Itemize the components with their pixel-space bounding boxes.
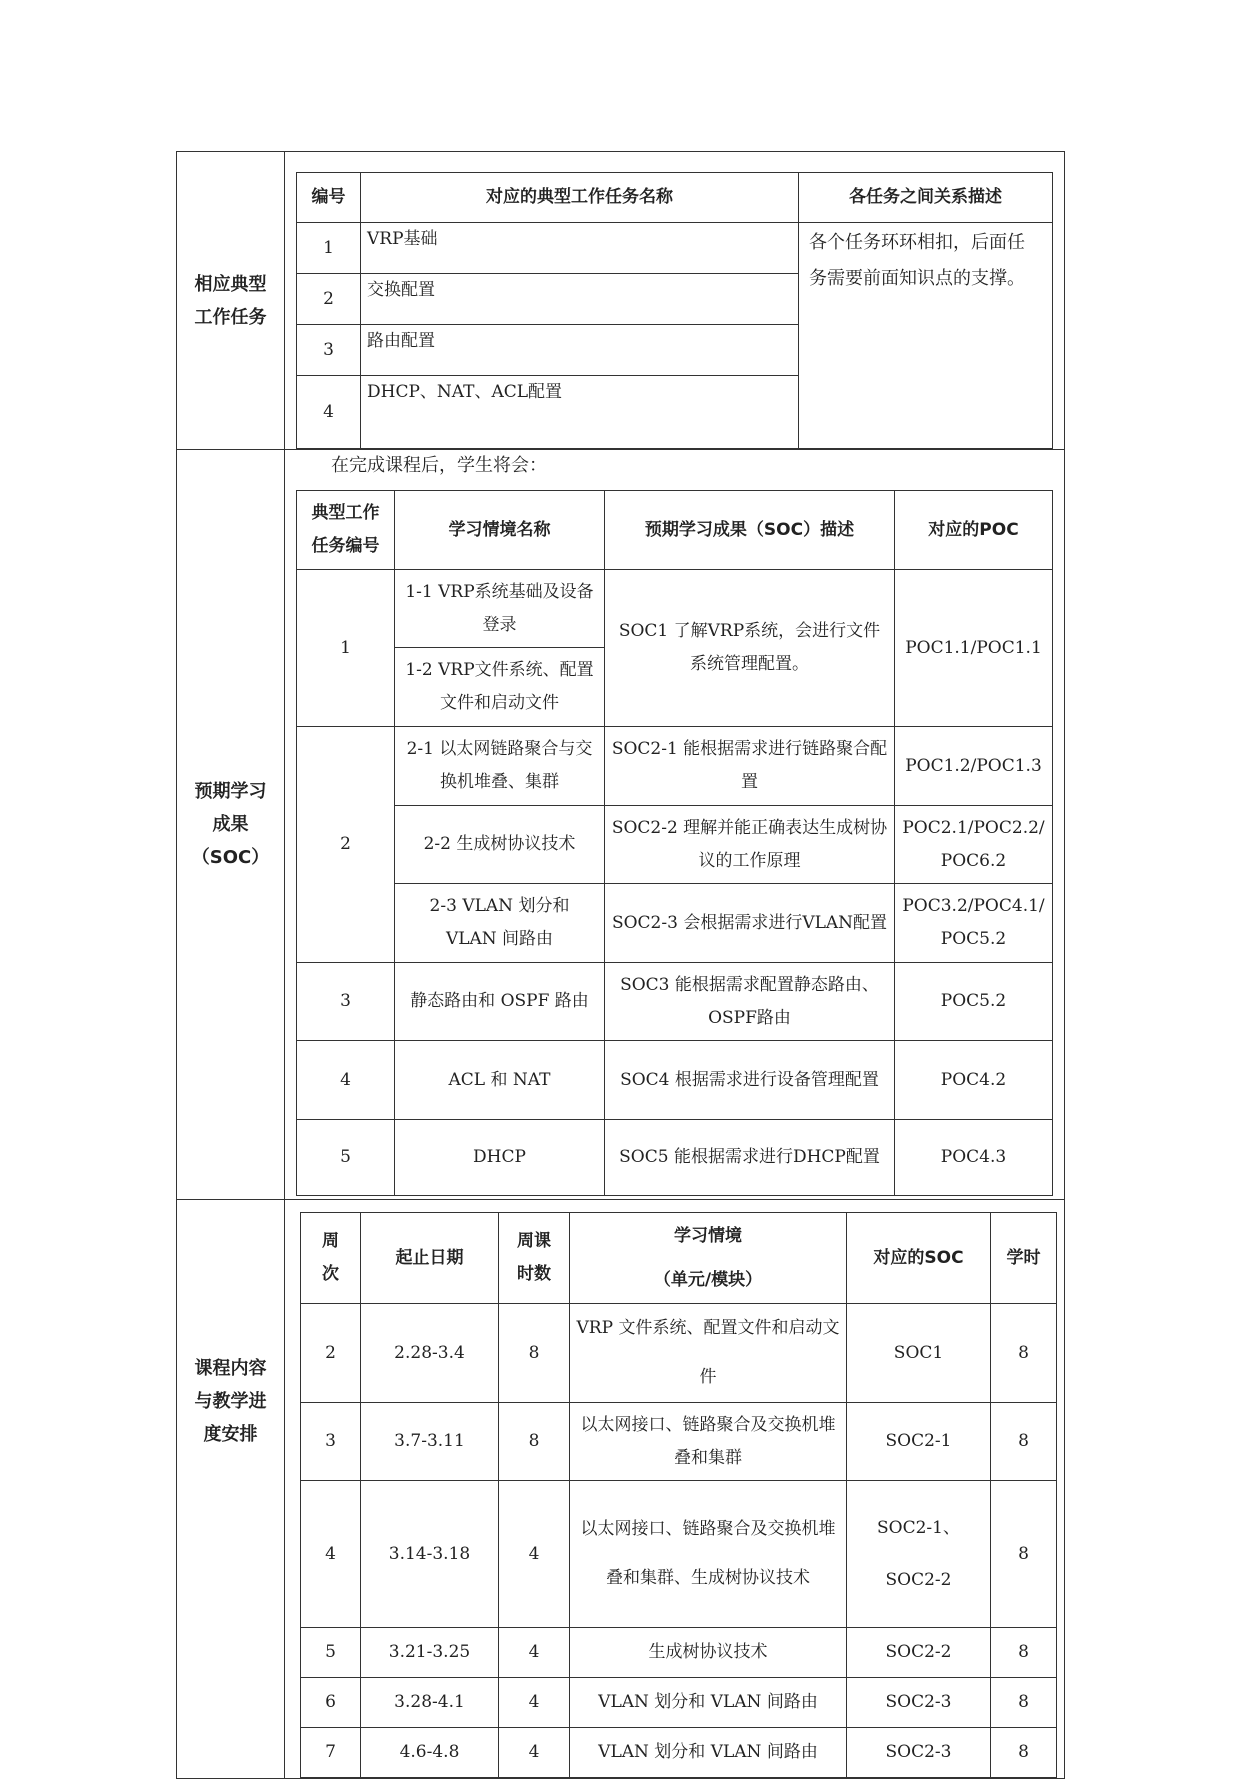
task-relation: 各个任务环环相扣，后面任务需要前面知识点的支撑。	[799, 223, 1053, 449]
soc-intro: 在完成课程后，学生将会：	[331, 455, 547, 476]
task-no: 3	[297, 325, 361, 376]
tasks-header-relation: 各任务之间关系描述	[799, 173, 1053, 223]
tasks-table	[296, 172, 1053, 449]
schedule-header-weekly-hours: 周课 时数	[499, 1213, 570, 1304]
schedule-soc: SOC2-2	[847, 1628, 991, 1678]
soc-poc: POC4.2	[895, 1041, 1053, 1120]
soc-situation: 1-2 VRP文件系统、配置文件和启动文件	[395, 648, 605, 727]
soc-description: SOC2-2 理解并能正确表达生成树协议的工作原理	[605, 806, 895, 884]
tasks-header-no: 编号	[297, 173, 361, 223]
task-no: 2	[297, 274, 361, 325]
schedule-situation: VLAN 划分和 VLAN 间路由	[570, 1728, 847, 1778]
schedule-weekly-hours: 4	[499, 1678, 570, 1728]
schedule-table	[300, 1212, 1057, 1778]
task-no: 4	[297, 376, 361, 449]
soc-description: SOC5 能根据需求进行DHCP配置	[605, 1120, 895, 1196]
soc-poc: POC1.1/POC1.1	[895, 570, 1053, 727]
schedule-weekly-hours: 4	[499, 1481, 570, 1628]
soc-header-task: 典型工作 任务编号	[297, 491, 395, 570]
soc-situation: 2-3 VLAN 划分和 VLAN 间路由	[395, 884, 605, 963]
soc-description: SOC2-3 会根据需求进行VLAN配置	[605, 884, 895, 963]
task-name: 交换配置	[361, 274, 799, 325]
soc-poc: POC2.1/POC2.2/ POC6.2	[895, 806, 1053, 884]
schedule-weekly-hours: 8	[499, 1304, 570, 1403]
soc-header-poc: 对应的POC	[895, 491, 1053, 570]
section-label-soc: 预期学习 成果 （SOC）	[177, 450, 285, 1200]
soc-task-no: 5	[297, 1120, 395, 1196]
schedule-hours: 8	[991, 1403, 1057, 1481]
soc-description: SOC1 了解VRP系统，会进行文件系统管理配置。	[605, 570, 895, 727]
schedule-date: 3.7-3.11	[361, 1403, 499, 1481]
soc-situation: 2-2 生成树协议技术	[395, 806, 605, 884]
soc-header-soc: 预期学习成果（SOC）描述	[605, 491, 895, 570]
soc-poc: POC5.2	[895, 963, 1053, 1041]
schedule-weekly-hours: 8	[499, 1403, 570, 1481]
tasks-header-name: 对应的典型工作任务名称	[361, 173, 799, 223]
schedule-soc: SOC1	[847, 1304, 991, 1403]
schedule-week: 3	[301, 1403, 361, 1481]
schedule-hours: 8	[991, 1728, 1057, 1778]
schedule-date: 2.28-3.4	[361, 1304, 499, 1403]
schedule-week: 4	[301, 1481, 361, 1628]
soc-situation: ACL 和 NAT	[395, 1041, 605, 1120]
soc-task-no: 3	[297, 963, 395, 1041]
schedule-situation: 生成树协议技术	[570, 1628, 847, 1678]
schedule-soc: SOC2-3	[847, 1728, 991, 1778]
soc-task-no: 1	[297, 570, 395, 727]
soc-description: SOC4 根据需求进行设备管理配置	[605, 1041, 895, 1120]
schedule-situation: 以太网接口、链路聚合及交换机堆叠和集群	[570, 1403, 847, 1481]
soc-situation: 2-1 以太网链路聚合与交换机堆叠、集群	[395, 727, 605, 806]
schedule-soc: SOC2-1、 SOC2-2	[847, 1481, 991, 1628]
soc-task-no: 4	[297, 1041, 395, 1120]
schedule-situation: VRP 文件系统、配置文件和启动文件	[570, 1304, 847, 1403]
soc-poc: POC3.2/POC4.1/ POC5.2	[895, 884, 1053, 963]
soc-situation: 静态路由和 OSPF 路由	[395, 963, 605, 1041]
schedule-weekly-hours: 4	[499, 1628, 570, 1678]
section-label-tasks: 相应典型 工作任务	[177, 152, 285, 450]
soc-situation: 1-1 VRP系统基础及设备登录	[395, 570, 605, 648]
soc-situation: DHCP	[395, 1120, 605, 1196]
schedule-hours: 8	[991, 1481, 1057, 1628]
soc-header-situation: 学习情境名称	[395, 491, 605, 570]
schedule-hours: 8	[991, 1628, 1057, 1678]
schedule-header-hours: 学时	[991, 1213, 1057, 1304]
task-name: VRP基础	[361, 223, 799, 274]
schedule-situation: 以太网接口、链路聚合及交换机堆叠和集群、生成树协议技术	[570, 1481, 847, 1628]
soc-poc: POC4.3	[895, 1120, 1053, 1196]
schedule-date: 3.21-3.25	[361, 1628, 499, 1678]
schedule-header-week: 周 次	[301, 1213, 361, 1304]
schedule-week: 2	[301, 1304, 361, 1403]
schedule-soc: SOC2-3	[847, 1678, 991, 1728]
schedule-date: 3.28-4.1	[361, 1678, 499, 1728]
schedule-situation: VLAN 划分和 VLAN 间路由	[570, 1678, 847, 1728]
schedule-week: 5	[301, 1628, 361, 1678]
schedule-header-date: 起止日期	[361, 1213, 499, 1304]
task-name: DHCP、NAT、ACL配置	[361, 376, 799, 449]
schedule-header-situation: 学习情境 （单元/模块）	[570, 1213, 847, 1304]
schedule-hours: 8	[991, 1678, 1057, 1728]
schedule-week: 7	[301, 1728, 361, 1778]
soc-description: SOC2-1 能根据需求进行链路聚合配置	[605, 727, 895, 806]
schedule-week: 6	[301, 1678, 361, 1728]
schedule-header-soc: 对应的SOC	[847, 1213, 991, 1304]
schedule-soc: SOC2-1	[847, 1403, 991, 1481]
soc-table	[296, 490, 1053, 1196]
section-label-schedule: 课程内容 与教学进 度安排	[177, 1200, 285, 1779]
soc-poc: POC1.2/POC1.3	[895, 727, 1053, 806]
task-name: 路由配置	[361, 325, 799, 376]
schedule-date: 4.6-4.8	[361, 1728, 499, 1778]
schedule-hours: 8	[991, 1304, 1057, 1403]
schedule-date: 3.14-3.18	[361, 1481, 499, 1628]
schedule-weekly-hours: 4	[499, 1728, 570, 1778]
task-no: 1	[297, 223, 361, 274]
soc-task-no: 2	[297, 727, 395, 963]
course-outline-table	[176, 151, 1065, 1779]
soc-description: SOC3 能根据需求配置静态路由、OSPF路由	[605, 963, 895, 1041]
